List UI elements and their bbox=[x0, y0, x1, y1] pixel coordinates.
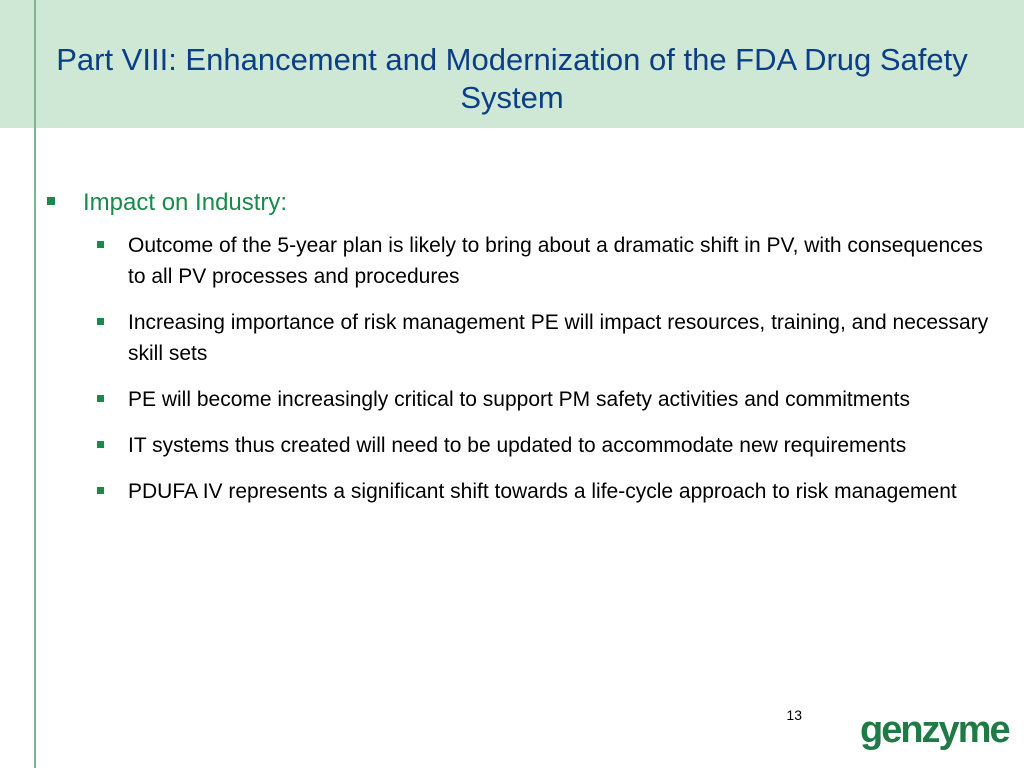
left-divider-line bbox=[34, 0, 36, 768]
bullet-heading bbox=[44, 186, 1004, 220]
bullet-text: PE will become increasingly critical to support PM safety activities and commitments bbox=[128, 388, 910, 411]
slide-content bbox=[44, 186, 1004, 522]
heading-text: Impact on Industry: bbox=[83, 189, 288, 216]
page-number: 13 bbox=[786, 707, 802, 723]
square-bullet-icon bbox=[47, 197, 55, 205]
bullet-item bbox=[83, 430, 1004, 461]
square-bullet-icon bbox=[97, 395, 104, 402]
bullet-text: Increasing importance of risk management PE will impact resources, training, and necessary skill sets bbox=[128, 311, 989, 365]
bullet-text: PDUFA IV represents a significant shift towards a life-cycle approach to risk management bbox=[128, 480, 957, 503]
bullet-item bbox=[83, 476, 1004, 507]
bullet-text: IT systems thus created will need to be updated to accommodate new requirements bbox=[128, 434, 907, 457]
square-bullet-icon bbox=[97, 441, 104, 448]
square-bullet-icon bbox=[97, 487, 104, 494]
bullet-item bbox=[83, 384, 1004, 415]
square-bullet-icon bbox=[97, 318, 104, 325]
genzyme-logo: genzyme bbox=[860, 709, 1009, 751]
bullet-item bbox=[83, 230, 1004, 292]
slide-title: Part VIII: Enhancement and Modernization of the FDA Drug Safety System bbox=[56, 42, 968, 115]
bullet-text: Outcome of the 5-year plan is likely to bring about a dramatic shift in PV, with consequences to all PV processes and procedures bbox=[128, 234, 983, 288]
bullet-item bbox=[83, 307, 1004, 369]
square-bullet-icon bbox=[97, 241, 104, 248]
